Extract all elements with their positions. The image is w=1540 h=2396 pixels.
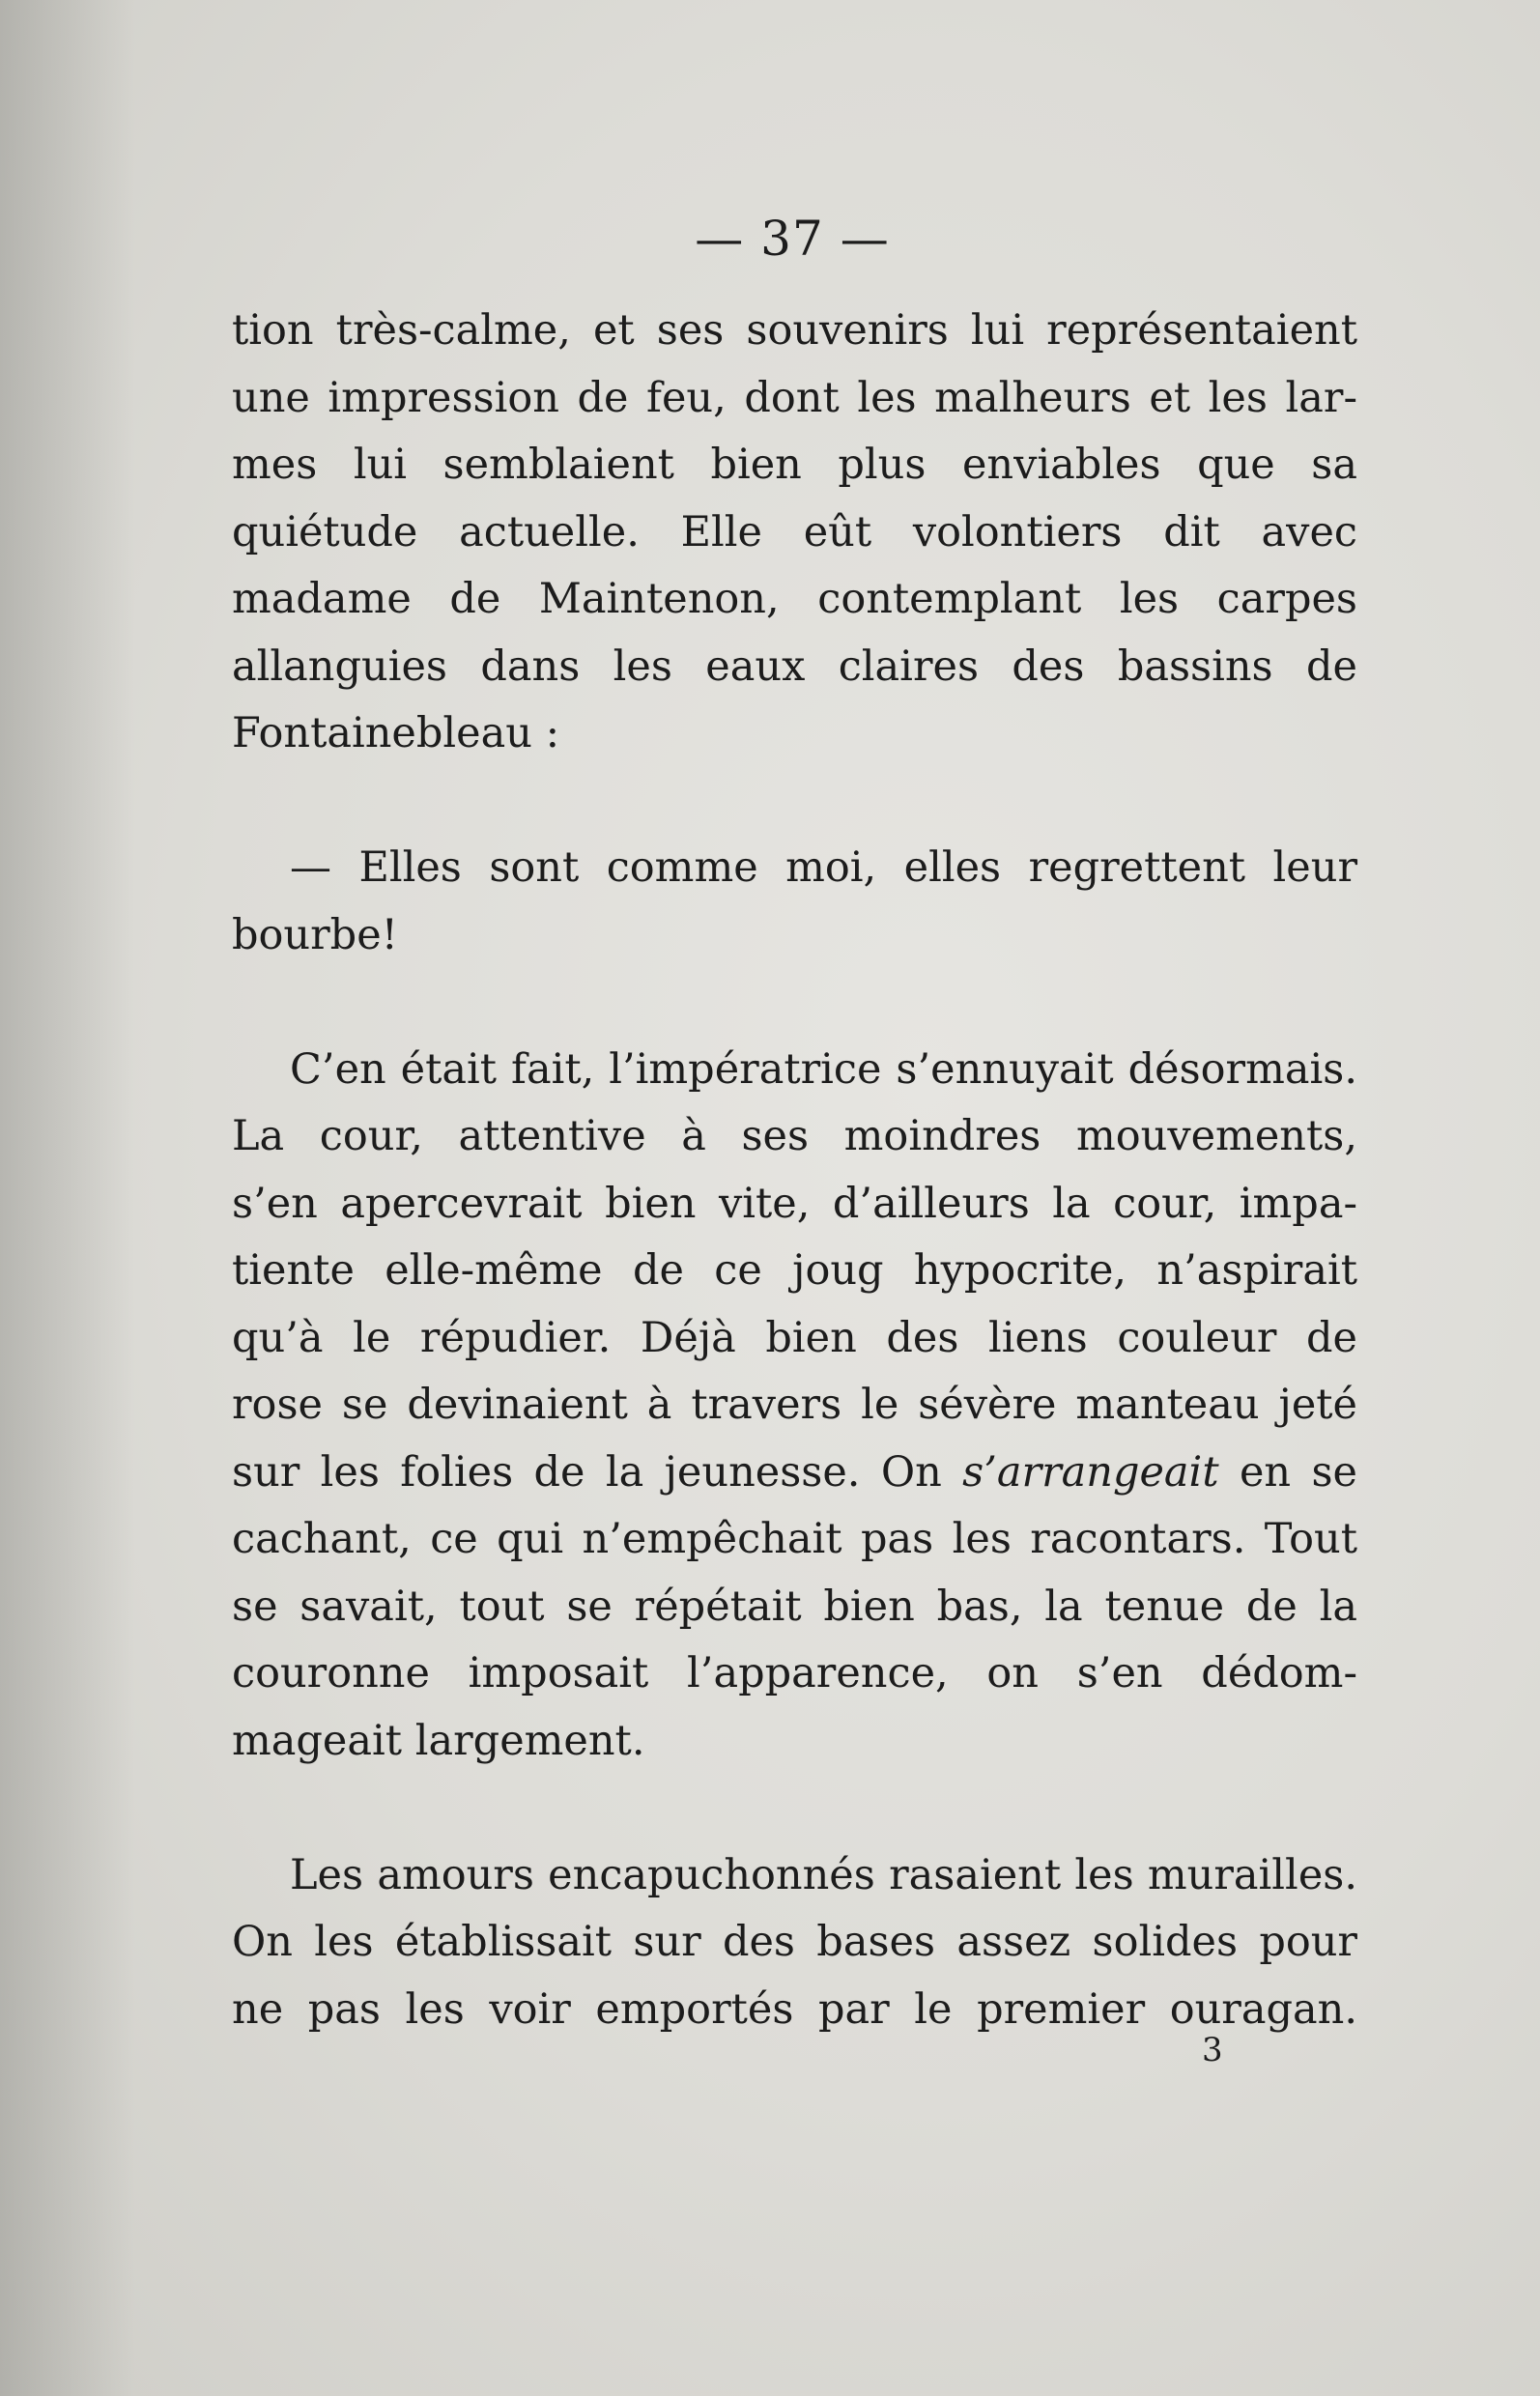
text-line: couronne imposait l’apparence, on s’en dédom- [232, 1649, 1357, 1697]
text-line: La cour, attentive à ses moindres mouvements, [232, 1112, 1357, 1160]
page-number: — 37 — [695, 211, 890, 267]
text-line: mes lui semblaient bien plus enviables que sa [232, 441, 1357, 489]
paragraph-gap [232, 969, 1357, 1037]
text-line: rose se devinaient à travers le sévère manteau jeté [232, 1381, 1357, 1429]
italic-word: s’arrangeait [962, 1447, 1219, 1497]
text-line: cachant, ce qui n’empêchait pas les racontars. Tout [232, 1515, 1357, 1563]
text-fragment: sur les folies de la jeunesse. On [232, 1447, 942, 1497]
signature-mark: 3 [1202, 2031, 1223, 2069]
body-text [232, 298, 1357, 2043]
paragraph-4 [232, 1842, 1357, 2044]
text-line: mageait largement. [232, 1716, 645, 1765]
text-line: allanguies dans les eaux claires des bassins de [232, 642, 1357, 691]
text-line: madame de Maintenon, contemplant les carpes [232, 575, 1357, 623]
paragraph-3 [232, 1037, 1357, 1776]
gutter-shadow [0, 0, 135, 2396]
text-line: qu’à le répudier. Déjà bien des liens couleur de [232, 1313, 1357, 1362]
text-line: ne pas les voir emportés par le premier ouragan. [232, 1984, 1357, 2034]
paragraph-gap [232, 768, 1357, 836]
text-line: Fontainebleau : [232, 709, 560, 757]
paragraph-gap [232, 1775, 1357, 1842]
text-line: Les amours encapuchonnés rasaient les murailles. [290, 1850, 1357, 1899]
text-line: On les établissait sur des bases assez solides pour [232, 1918, 1357, 1966]
text-fragment: en se [1239, 1447, 1358, 1497]
text-line: une impression de feu, dont les malheurs et les lar- [232, 373, 1357, 422]
text-line: s’en apercevrait bien vite, d’ailleurs la cour, impa- [232, 1179, 1357, 1228]
text-line: C’en était fait, l’impératrice s’ennuyait désormais. [290, 1044, 1357, 1094]
text-line: — Elles sont comme moi, elles regrettent leur [290, 843, 1357, 892]
text-line: se savait, tout se répétait bien bas, la tenue de la [232, 1582, 1357, 1631]
text-line: tion très-calme, et ses souvenirs lui représentaient [232, 306, 1357, 355]
text-line: quiétude actuelle. Elle eût volontiers dit avec [232, 507, 1357, 556]
text-line: tiente elle-même de ce joug hypocrite, n’aspirait [232, 1246, 1357, 1295]
text-line: bourbe! [232, 910, 398, 959]
text-line-with-italic [232, 1440, 1357, 1507]
paragraph-1 [232, 298, 1357, 768]
paragraph-2 [232, 835, 1357, 969]
